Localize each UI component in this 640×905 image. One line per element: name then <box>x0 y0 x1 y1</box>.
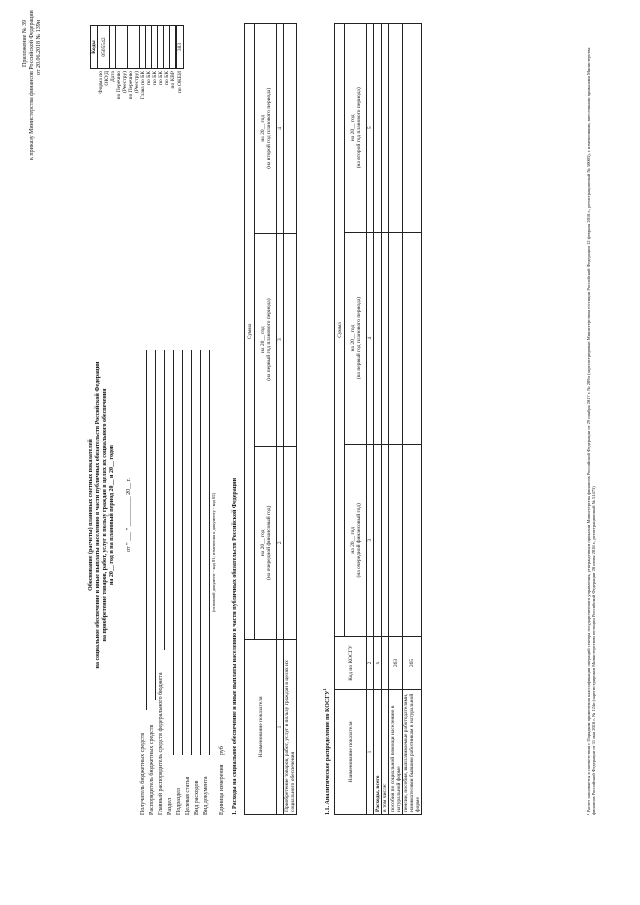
s11-col-code: Код по КОСГУ <box>335 637 367 690</box>
s1-period-3-year: на 20__ год <box>259 114 266 142</box>
s11-period-3-note: (на второй год планового периода) <box>355 87 362 169</box>
s1-cell <box>284 24 297 234</box>
title-line-1: Обоснование (расчеты) плановых сметных показателей <box>88 439 94 591</box>
field-expense-type: Вид расходов <box>194 780 200 815</box>
s1-cell <box>284 446 297 639</box>
appendix-block <box>22 10 43 160</box>
s1-col-name: Наименование показателя <box>245 640 277 815</box>
doc-type-hint: (основной документ - код 01; изменения к документу - код 02) <box>211 492 216 613</box>
s11-period-1-note: (на очередной финансовый год) <box>355 503 362 578</box>
s1-period-3-note: (на второй год планового периода) <box>265 87 272 169</box>
s1-colnum: 4 <box>277 24 284 234</box>
s11-period-2-note: (на первый год планового периода) <box>355 296 362 380</box>
s11-row-total: Расходы, всего <box>374 690 382 815</box>
document-title <box>88 255 133 775</box>
title-line-3: на приобретение товаров, работ, услуг в пользу граждан в целях их социального обеспечения <box>102 388 108 642</box>
s11-cell <box>403 232 422 444</box>
code-label: Форма по ОКУД <box>97 71 110 94</box>
s1-row-label: Приобретение товаров, работ, услуг в пользу граждан в целях их социального обеспечения <box>284 640 297 815</box>
code-label: по БК <box>145 71 152 85</box>
codes-table <box>90 25 184 105</box>
code-label: по КВР <box>169 71 176 89</box>
appendix-number: Приложение № 39 <box>22 20 28 67</box>
s11-cell <box>374 444 382 636</box>
s1-colnum: 2 <box>277 446 284 639</box>
s11-cell <box>374 232 382 444</box>
section1-title: 1. Расходы на социальное обеспечение и иные выплаты населению в части публичных обязательств Российской Федерации <box>232 477 238 815</box>
s1-colnum: 3 <box>277 233 284 446</box>
section11-footnote-mark: 1 <box>322 688 327 691</box>
s11-col-sum: Сумма <box>335 24 345 637</box>
field-target-item: Целевая статья <box>185 776 191 815</box>
s11-colnum: 1 <box>367 690 374 815</box>
field-main-distributor: Главный распорядитель средств федерального бюджета <box>158 672 164 815</box>
s11-cell <box>382 444 389 636</box>
unit-value: руб <box>219 746 225 755</box>
codes-header: Коды <box>91 26 98 69</box>
s11-cell <box>389 232 403 444</box>
section11-title <box>322 688 332 815</box>
s11-period-3-year: на 20__ год <box>349 114 356 142</box>
s1-period-2-note: (на первый год планового периода) <box>265 298 272 381</box>
s1-period-1-year: на 20__ год <box>259 529 266 557</box>
code-label: по ОКЕИ <box>177 71 183 94</box>
section11-table <box>334 23 422 815</box>
s11-cell <box>403 24 422 233</box>
s11-row-code <box>382 637 389 690</box>
code-label: по БК <box>151 71 158 85</box>
code-label: Дата <box>109 71 116 82</box>
s11-row-code: x <box>374 637 382 690</box>
s11-colnum: 3 <box>367 444 374 636</box>
s1-period-1-note: (на очередной финансовый год) <box>265 505 272 580</box>
title-date: от " ___ " __________ 20__ г. <box>126 478 132 552</box>
field-receiver: Получатель бюджетных средств <box>140 732 146 815</box>
footnote: ¹ Расчет заполняется в соответствии с Порядком применения классификации операций сектора государственного управления, утвержденным приказом Министерства финансов Российской Федерации от 29 ноября 2017 г. № 209н (зарегистрирован Министерством юстиции Российской Федерации 12 февраля 2018 г., регистрационный № 50003), с изменениями, внесенными приказами Министерства финансов Российской Федерации от 31 мая 2018 г. № 124н (зарегистрирован Министерством юстиции Российской Федерации 28 июня 2018 г., регистрационный № 51473) <box>586 47 596 815</box>
s1-col-sum: Сумма <box>245 24 255 640</box>
s11-colnum: 5 <box>367 24 374 233</box>
code-value: 383 <box>177 26 184 69</box>
code-label: по Перечню (Реестру) <box>127 71 140 100</box>
s1-colnum: 1 <box>277 640 284 815</box>
code-label: по Перечню (Реестру) <box>115 71 128 100</box>
s11-period-1-year: на 20__ год <box>349 526 356 554</box>
s11-row-label: пособия по социальной помощи населению в натуральной форме <box>389 690 403 815</box>
section1-table <box>244 23 297 815</box>
s11-row-code: 263 <box>389 637 403 690</box>
s11-row-code: 265 <box>403 637 422 690</box>
code-label: по БК <box>163 71 170 85</box>
code-label: по БК <box>157 71 164 85</box>
s11-colnum: 2 <box>367 637 374 690</box>
appendix-order: к приказу Министерства финансов Российской Федерации <box>29 10 35 160</box>
section11-title-text: 1.1. Аналитическое распределение по КОСГУ <box>325 690 331 815</box>
field-unit: Единица измерения <box>219 764 225 815</box>
s11-row-label: пенсии, пособия, выплачиваемые работодателями, нанимателями бывшим работникам в натуральной форме <box>403 690 422 815</box>
s11-colnum: 4 <box>367 232 374 444</box>
s11-cell <box>382 232 389 444</box>
code-value <box>116 26 128 69</box>
s11-col-name: Наименование показателя <box>335 690 367 815</box>
s11-row-label: в том числе: <box>382 690 389 815</box>
s1-cell <box>284 233 297 446</box>
title-line-4: на 20__ год и на плановый период 20__ и 20__ годов <box>109 444 115 586</box>
s11-cell <box>389 444 403 636</box>
s11-cell <box>382 24 389 233</box>
s11-cell <box>374 24 382 233</box>
code-label: Глава по БК <box>139 71 146 100</box>
field-subsection: Подраздел <box>176 788 182 815</box>
s1-period-2-year: на 20__ год <box>259 326 266 353</box>
s11-period-2-year: на 20__ год <box>349 324 356 352</box>
s11-cell <box>403 444 422 636</box>
s11-cell <box>389 24 403 233</box>
field-distributor: Распорядитель бюджетных средств <box>149 724 155 815</box>
appendix-date: от 20.06.2018 № 139н <box>36 20 42 75</box>
field-section: Раздел <box>167 798 173 815</box>
field-doc-type: Вид документа <box>203 776 209 815</box>
code-value <box>128 26 140 69</box>
title-line-2: на социальное обеспечение и иные выплаты населению в части публичных обязательств Российской Федерации <box>95 361 101 669</box>
code-value: 0505542 <box>98 26 110 69</box>
